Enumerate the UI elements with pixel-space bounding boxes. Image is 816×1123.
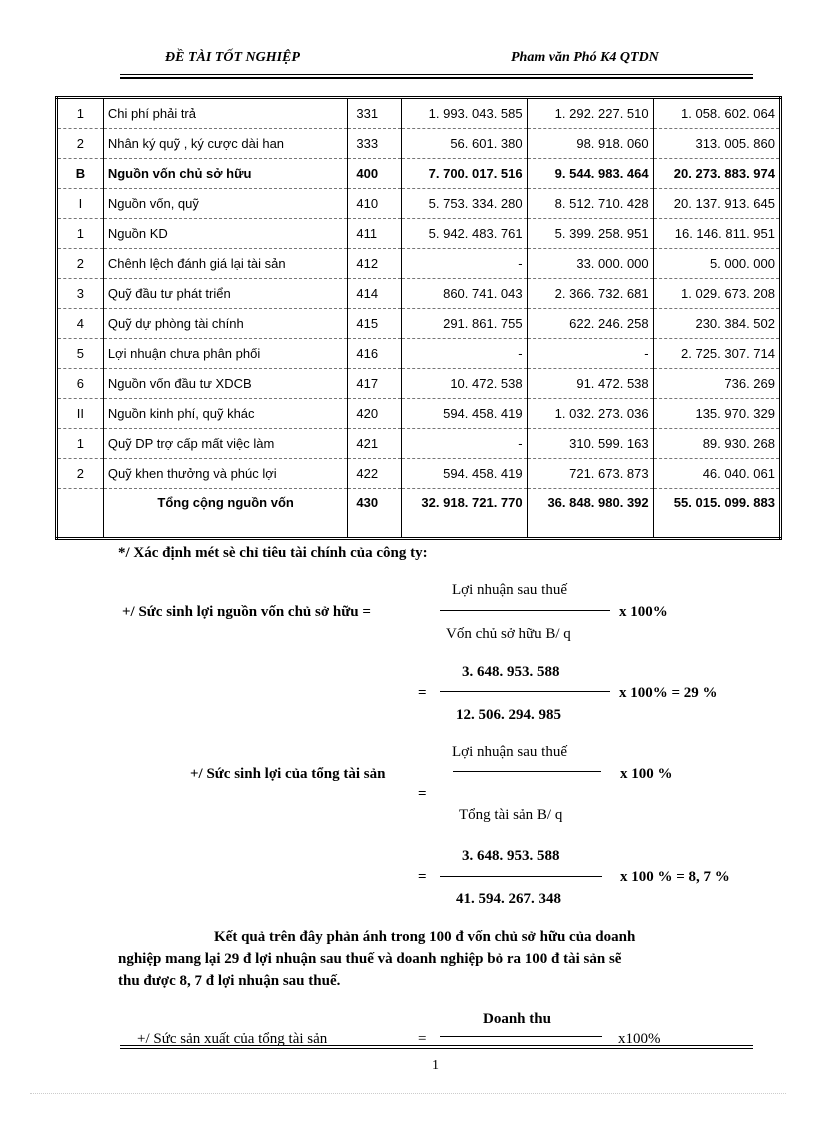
table-row <box>57 369 781 399</box>
value-col-1: 7. 700. 017. 516 <box>401 159 527 189</box>
f1-denominator: Vốn chủ sở hữu B/ q <box>446 626 571 642</box>
row-label: Nhân ký quỹ , ký cược dài han <box>103 129 348 159</box>
value-col-2: - <box>527 339 653 369</box>
row-label: Nguồn KD <box>103 219 348 249</box>
value-col-1: - <box>401 249 527 279</box>
row-index: 1 <box>57 219 104 249</box>
value-col-3: 46. 040. 061 <box>653 459 780 489</box>
value-col-2: 310. 599. 163 <box>527 429 653 459</box>
value-col-1: 860. 741. 043 <box>401 279 527 309</box>
value-col-1: 32. 918. 721. 770 <box>401 489 527 539</box>
f1b-result: x 100% = 29 % <box>619 685 718 701</box>
footer-divider <box>120 1048 753 1049</box>
row-code: 422 <box>348 459 401 489</box>
value-col-3: 5. 000. 000 <box>653 249 780 279</box>
table-row <box>57 219 781 249</box>
row-label: Lợi nhuận chưa phân phối <box>103 339 348 369</box>
value-col-3: 230. 384. 502 <box>653 309 780 339</box>
table-row <box>57 189 781 219</box>
header-divider <box>120 77 753 79</box>
fraction-line <box>453 771 601 772</box>
paragraph-line-2: nghiệp mang lại 29 đ lợi nhuận sau thuế và doanh nghiệp bỏ ra 100 đ tài sản sẽ <box>118 951 622 967</box>
table-row <box>57 279 781 309</box>
paragraph-line-3: thu được 8, 7 đ lợi nhuận sau thuế. <box>118 973 341 989</box>
row-index: 6 <box>57 369 104 399</box>
header-divider <box>120 74 753 75</box>
f2-equals: = <box>418 786 427 802</box>
row-code: 430 <box>348 489 401 539</box>
f1-numerator: Lợi nhuận sau thuế <box>452 582 567 598</box>
f2-label: +/ Sức sinh lợi của tổng tài sản <box>190 766 386 782</box>
value-col-2: 33. 000. 000 <box>527 249 653 279</box>
row-code: 421 <box>348 429 401 459</box>
f2b-equals: = <box>418 869 427 885</box>
row-code: 414 <box>348 279 401 309</box>
row-code: 333 <box>348 129 401 159</box>
value-col-1: 291. 861. 755 <box>401 309 527 339</box>
value-col-1: 5. 753. 334. 280 <box>401 189 527 219</box>
row-index: 1 <box>57 429 104 459</box>
value-col-3: 16. 146. 811. 951 <box>653 219 780 249</box>
row-index: 1 <box>57 98 104 129</box>
row-code: 410 <box>348 189 401 219</box>
f2-multiplier: x 100 % <box>620 766 673 782</box>
f3-label: +/ Sức sản xuất của tổng tài sản <box>137 1031 328 1047</box>
table-row <box>57 339 781 369</box>
value-col-3: 1. 029. 673. 208 <box>653 279 780 309</box>
table-row <box>57 129 781 159</box>
row-label: Quỹ đầu tư phát triển <box>103 279 348 309</box>
row-index <box>57 489 104 539</box>
value-col-1: - <box>401 339 527 369</box>
value-col-2: 98. 918. 060 <box>527 129 653 159</box>
value-col-2: 622. 246. 258 <box>527 309 653 339</box>
value-col-1: 594. 458. 419 <box>401 459 527 489</box>
value-col-2: 8. 512. 710. 428 <box>527 189 653 219</box>
row-label: Nguồn vốn đầu tư XDCB <box>103 369 348 399</box>
table-row <box>57 429 781 459</box>
row-code: 416 <box>348 339 401 369</box>
fraction-line <box>440 610 610 611</box>
f2b-result: x 100 % = 8, 7 % <box>620 869 730 885</box>
row-label: Quỹ DP trợ cấp mất việc làm <box>103 429 348 459</box>
section-intro: */ Xác định mét sè chỉ tiêu tài chính của công ty: <box>118 545 428 561</box>
value-col-2: 1. 292. 227. 510 <box>527 98 653 129</box>
f2b-denominator: 41. 594. 267. 348 <box>456 891 561 907</box>
row-code: 400 <box>348 159 401 189</box>
value-col-2: 2. 366. 732. 681 <box>527 279 653 309</box>
row-index: 2 <box>57 459 104 489</box>
f2-numerator: Lợi nhuận sau thuế <box>452 744 567 760</box>
row-index: I <box>57 189 104 219</box>
footer-divider <box>120 1045 753 1046</box>
value-col-3: 20. 137. 913. 645 <box>653 189 780 219</box>
table-row <box>57 249 781 279</box>
table-total-row <box>57 489 781 539</box>
f1b-equals: = <box>418 685 427 701</box>
fraction-line <box>440 876 602 877</box>
page-edge <box>30 1093 786 1094</box>
row-index: II <box>57 399 104 429</box>
value-col-2: 1. 032. 273. 036 <box>527 399 653 429</box>
value-col-1: 10. 472. 538 <box>401 369 527 399</box>
row-label: Chênh lệch đánh giá lại tài sản <box>103 249 348 279</box>
table-row <box>57 309 781 339</box>
row-code: 331 <box>348 98 401 129</box>
value-col-3: 20. 273. 883. 974 <box>653 159 780 189</box>
value-col-3: 135. 970. 329 <box>653 399 780 429</box>
row-code: 420 <box>348 399 401 429</box>
fraction-line <box>440 1036 602 1037</box>
row-code: 417 <box>348 369 401 399</box>
row-label: Nguồn vốn chủ sở hữu <box>103 159 348 189</box>
row-label: Chi phí phải trả <box>103 98 348 129</box>
value-col-2: 721. 673. 873 <box>527 459 653 489</box>
f2-denominator: Tổng tài sản B/ q <box>459 807 563 823</box>
f1-label: +/ Sức sinh lợi nguồn vốn chủ sở hữu = <box>122 604 371 620</box>
table-row <box>57 98 781 129</box>
value-col-1: 594. 458. 419 <box>401 399 527 429</box>
value-col-1: - <box>401 429 527 459</box>
f1b-denominator: 12. 506. 294. 985 <box>456 707 561 723</box>
row-code: 412 <box>348 249 401 279</box>
row-label: Nguồn kinh phí, quỹ khác <box>103 399 348 429</box>
value-col-3: 2. 725. 307. 714 <box>653 339 780 369</box>
balance-sheet-table <box>55 96 782 540</box>
page-number: 1 <box>432 1058 439 1073</box>
value-col-3: 313. 005. 860 <box>653 129 780 159</box>
row-index: 4 <box>57 309 104 339</box>
f3-numerator: Doanh thu <box>483 1011 551 1027</box>
f1b-numerator: 3. 648. 953. 588 <box>462 664 560 680</box>
row-code: 411 <box>348 219 401 249</box>
row-index: 3 <box>57 279 104 309</box>
row-index: 2 <box>57 129 104 159</box>
row-label: Quỹ khen thưởng và phúc lợi <box>103 459 348 489</box>
value-col-3: 55. 015. 099. 883 <box>653 489 780 539</box>
header-author: Pham văn Phó K4 QTDN <box>511 50 659 65</box>
row-label: Tổng cộng nguồn vốn <box>103 489 348 539</box>
f2b-numerator: 3. 648. 953. 588 <box>462 848 560 864</box>
row-code: 415 <box>348 309 401 339</box>
value-col-2: 36. 848. 980. 392 <box>527 489 653 539</box>
value-col-3: 736. 269 <box>653 369 780 399</box>
row-index: 5 <box>57 339 104 369</box>
table-row <box>57 159 781 189</box>
f1-multiplier: x 100% <box>619 604 668 620</box>
f3-equals: = <box>418 1031 427 1047</box>
paragraph-line-1: Kết quả trên đây phản ánh trong 100 đ vốn chủ sở hữu của doanh <box>214 929 636 945</box>
row-label: Nguồn vốn, quỹ <box>103 189 348 219</box>
value-col-3: 1. 058. 602. 064 <box>653 98 780 129</box>
f3-multiplier: x100% <box>618 1031 661 1047</box>
value-col-3: 89. 930. 268 <box>653 429 780 459</box>
row-label: Quỹ dự phòng tài chính <box>103 309 348 339</box>
table-row <box>57 399 781 429</box>
value-col-2: 5. 399. 258. 951 <box>527 219 653 249</box>
value-col-1: 56. 601. 380 <box>401 129 527 159</box>
row-index: 2 <box>57 249 104 279</box>
table-row <box>57 459 781 489</box>
value-col-1: 5. 942. 483. 761 <box>401 219 527 249</box>
row-index: B <box>57 159 104 189</box>
value-col-2: 9. 544. 983. 464 <box>527 159 653 189</box>
fraction-line <box>440 691 610 692</box>
header-title: ĐỀ TÀI TỐT NGHIỆP <box>165 50 300 65</box>
value-col-2: 91. 472. 538 <box>527 369 653 399</box>
value-col-1: 1. 993. 043. 585 <box>401 98 527 129</box>
